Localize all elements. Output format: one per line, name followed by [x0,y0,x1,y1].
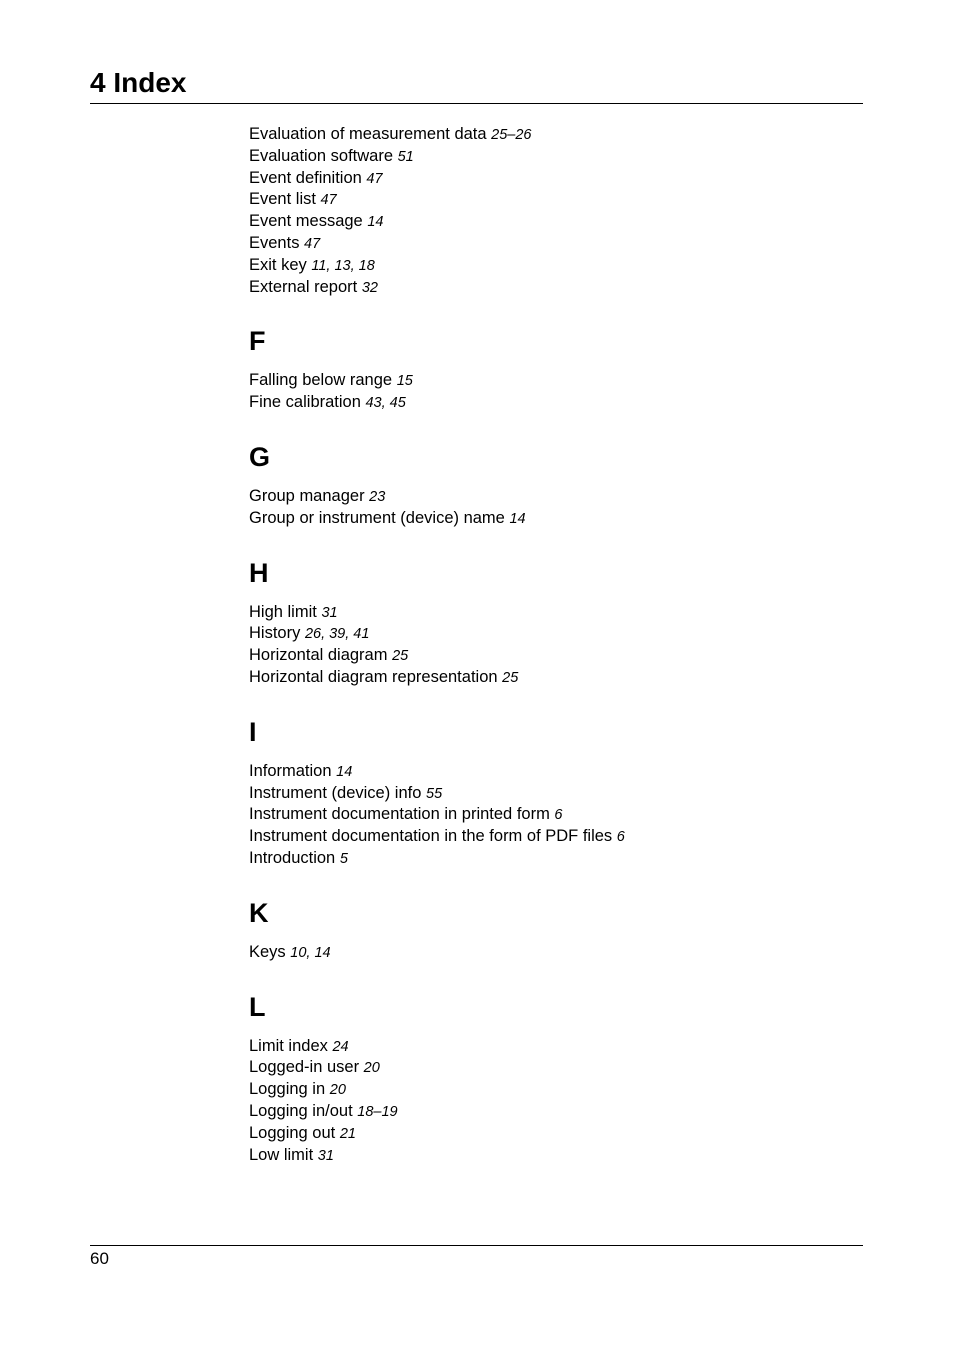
index-continued-list [249,124,849,298]
index-term: Instrument documentation in the form of PDF files [249,827,613,846]
index-term: High limit [249,602,317,621]
index-page-ref[interactable]: 43, 45 [365,395,406,412]
index-page-ref[interactable]: 6 [554,807,563,824]
index-term: Fine calibration [249,393,361,412]
index-term: Information [249,761,332,780]
page-number: 60 [90,1249,109,1268]
index-page-ref[interactable]: 21 [339,1125,356,1142]
index-entry [249,168,849,190]
index-term: Logging in/out [249,1101,353,1120]
index-page-ref[interactable]: 25–26 [491,127,532,143]
index-entry [249,146,849,168]
index-section-f [249,298,849,414]
index-section-i [249,689,849,870]
index-entry [249,804,849,826]
index-entry [249,848,849,870]
index-entry [249,233,849,255]
index-page-ref[interactable]: 24 [332,1038,349,1055]
index-section-k [249,870,849,964]
index-entry [249,761,849,783]
index-term: Group or instrument (device) name [249,508,505,527]
index-entry [249,1036,849,1058]
index-section-l [249,964,849,1167]
index-page-ref[interactable]: 31 [321,604,338,621]
index-page-ref[interactable]: 18–19 [357,1103,398,1120]
index-term: Events [249,233,300,252]
index-page-ref[interactable]: 47 [366,170,383,187]
index-entry [249,667,849,689]
index-entry [249,392,849,414]
section-letter: I [249,716,257,747]
index-entry [249,1057,849,1079]
index-entry [249,211,849,233]
index-term: Event list [249,190,316,209]
index-page-ref[interactable]: 55 [426,785,443,802]
index-term: Horizontal diagram representation [249,667,498,686]
index-page-ref[interactable]: 10, 14 [290,944,331,961]
section-letter: K [249,897,269,928]
index-term: Event message [249,212,363,231]
index-term: Logging in [249,1080,326,1099]
index-page-ref[interactable]: 47 [320,192,337,209]
index-page-ref[interactable]: 25 [502,669,519,686]
index-term: Limit index [249,1036,328,1055]
index-term: Introduction [249,848,336,867]
index-entry [249,1079,849,1101]
index-column [249,124,849,1166]
index-page-ref[interactable]: 20 [363,1060,380,1077]
footer-divider [90,1245,863,1246]
index-term: Falling below range [249,371,393,390]
index-page-ref[interactable]: 20 [329,1082,346,1099]
index-term: History [249,624,301,643]
index-entry [249,602,849,624]
index-entry [249,370,849,392]
index-page-ref[interactable]: 11, 13, 18 [311,257,375,274]
section-letter: L [249,991,266,1022]
index-page-ref[interactable]: 26, 39, 41 [304,626,370,643]
section-letter: H [249,557,269,588]
index-page-ref[interactable]: 32 [361,279,378,296]
title-divider [90,103,863,104]
index-entry [249,124,849,146]
index-page-ref[interactable]: 51 [397,148,414,165]
index-term: Horizontal diagram [249,646,388,665]
index-page-ref[interactable]: 25 [392,648,409,665]
index-term: Group manager [249,486,365,505]
index-page-ref[interactable]: 23 [369,488,386,505]
index-entry [249,508,849,530]
index-page-ref[interactable]: 5 [339,850,348,867]
index-entry [249,486,849,508]
index-page-ref[interactable]: 6 [616,829,625,846]
index-term: Logging out [249,1123,336,1142]
section-letter: F [249,326,266,357]
index-entry [249,942,849,964]
index-page-ref[interactable]: 14 [336,763,353,780]
index-entry [249,623,849,645]
index-entry [249,255,849,277]
index-term: External report [249,277,358,296]
index-entry [249,826,849,848]
index-term: Event definition [249,168,362,187]
index-entry [249,189,849,211]
index-entry [249,1101,849,1123]
index-page-ref[interactable]: 15 [396,373,413,390]
index-entry [249,783,849,805]
index-term: Instrument (device) info [249,783,422,802]
index-section-g [249,414,849,530]
index-term: Keys [249,942,286,961]
index-entry [249,277,849,299]
index-page-ref[interactable]: 14 [509,510,526,527]
index-term: Exit key [249,255,307,274]
index-term: Evaluation software [249,146,393,165]
section-letter: G [249,441,271,472]
index-term: Instrument documentation in printed form [249,805,550,824]
index-entry [249,1145,849,1167]
index-term: Logged-in user [249,1058,360,1077]
index-section-h [249,530,849,689]
page-title: 4 Index [90,67,187,98]
index-entry [249,645,849,667]
index-page-ref[interactable]: 14 [367,214,384,231]
index-entry [249,1123,849,1145]
index-term: Evaluation of measurement data [249,125,487,143]
index-term: Low limit [249,1145,314,1164]
index-page-ref[interactable]: 47 [304,235,321,252]
index-page-ref[interactable]: 31 [317,1147,334,1164]
